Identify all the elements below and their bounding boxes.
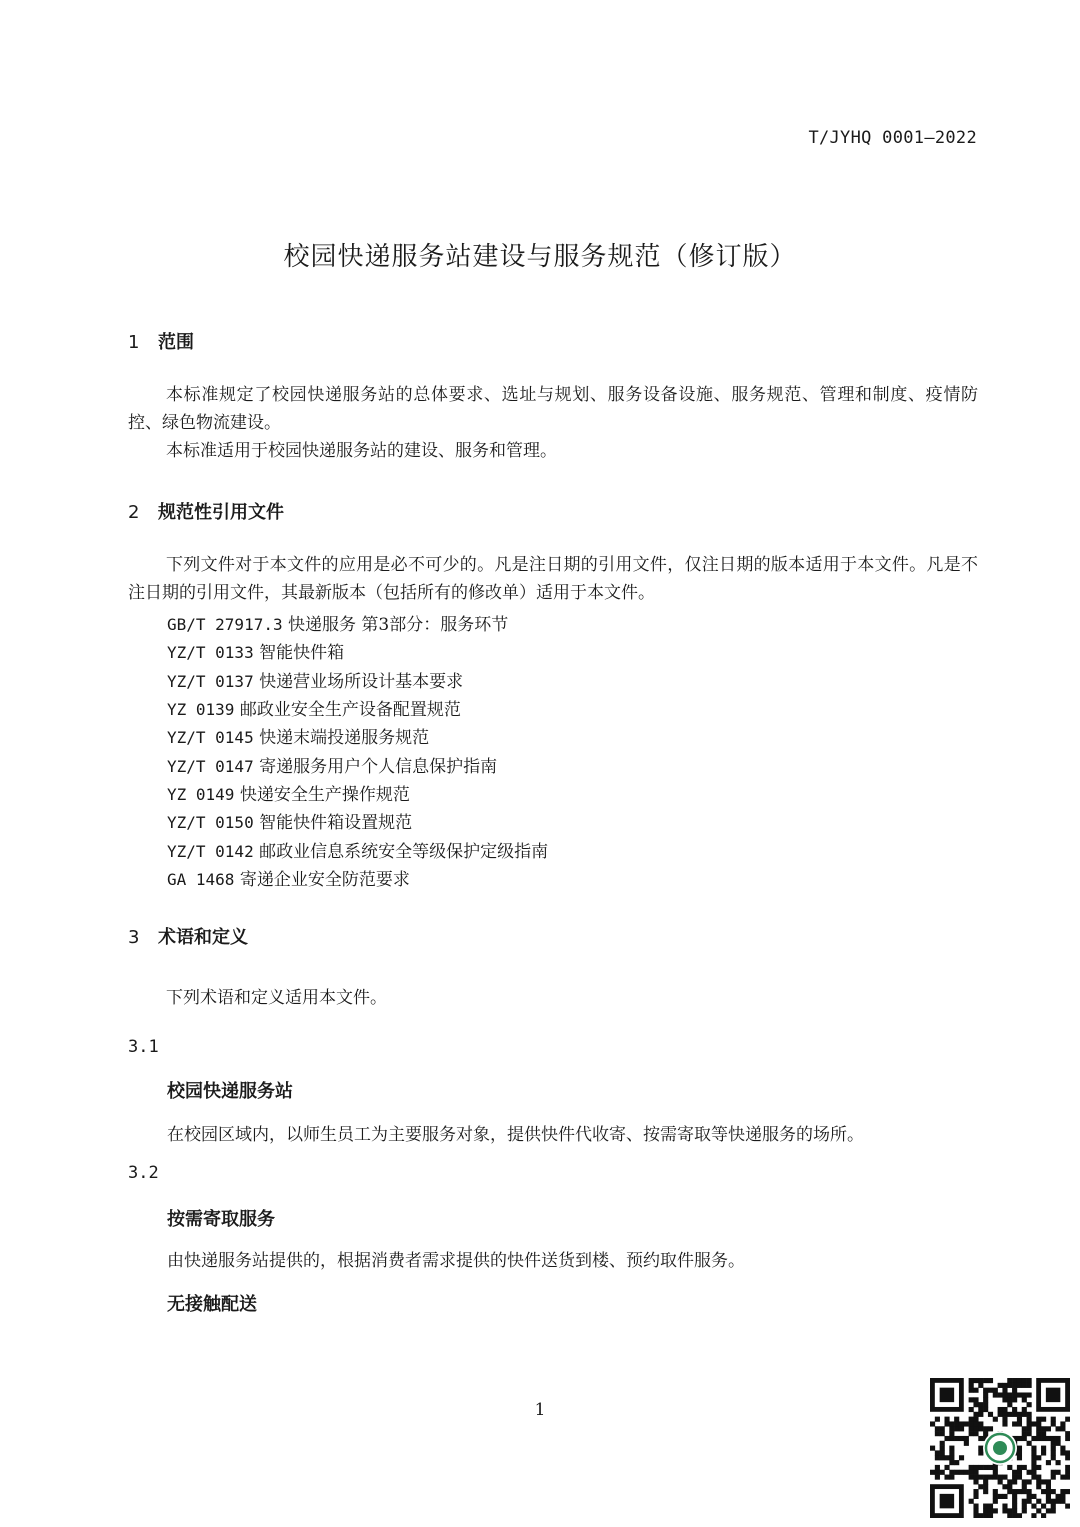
reference-name: 智能快件箱	[259, 643, 345, 663]
reference-item	[167, 752, 497, 777]
reference-name: 寄递服务用户个人信息保护指南	[259, 757, 498, 777]
qr-code-icon	[930, 1378, 1070, 1518]
reference-code: YZ/T 0145	[167, 728, 254, 747]
reference-item	[167, 667, 463, 692]
section-3-intro: 下列术语和定义适用本文件。	[166, 988, 387, 1008]
term-title: 无接触配送	[167, 1294, 257, 1315]
reference-name: 快递安全生产操作规范	[239, 785, 410, 805]
term-title: 按需寄取服务	[167, 1209, 275, 1230]
section-2-intro: 下列文件对于本文件的应用是必不可少的。凡是注日期的引用文件，仅注日期的版本适用于本文件。凡是不注日期的引用文件，其最新版本（包括所有的修改单）适用于本文件。	[128, 555, 978, 603]
reference-item	[167, 638, 344, 663]
reference-name: 快递末端投递服务规范	[259, 728, 430, 748]
reference-name: 快递营业场所设计基本要求	[259, 672, 464, 692]
reference-name: 寄递企业安全防范要求	[239, 870, 410, 890]
reference-name: 智能快件箱设置规范	[259, 813, 413, 833]
section-3-heading	[128, 923, 248, 949]
reference-item	[167, 837, 548, 862]
reference-code: YZ/T 0147	[167, 757, 254, 776]
term-definition: 由快递服务站提供的，根据消费者需求提供的快件送货到楼、预约取件服务。	[167, 1251, 745, 1271]
reference-code: GB/T 27917.3	[167, 615, 283, 634]
section-title: 规范性引用文件	[158, 502, 284, 523]
standard-code: T/JYHQ 0001—2022	[808, 128, 977, 148]
document-title: 校园快递服务站建设与服务规范（修订版）	[283, 242, 797, 272]
section-number: 2	[128, 502, 140, 523]
section-title: 术语和定义	[158, 927, 248, 948]
section-2-heading	[128, 498, 284, 524]
reference-code: YZ/T 0137	[167, 672, 254, 691]
section-1-paragraph-1: 本标准规定了校园快递服务站的总体要求、选址与规划、服务设备设施、服务规范、管理和制度、疫情防控、绿色物流建设。	[128, 385, 978, 433]
section-title: 范围	[158, 332, 194, 353]
reference-item	[167, 780, 410, 805]
reference-code: YZ 0139	[167, 700, 235, 719]
term-title: 校园快递服务站	[167, 1081, 293, 1102]
reference-name: 邮政业信息系统安全等级保护定级指南	[259, 842, 549, 862]
term-number: 3.2	[128, 1163, 159, 1183]
reference-code: YZ/T 0133	[167, 643, 254, 662]
section-number: 1	[128, 332, 140, 353]
section-number: 3	[128, 927, 140, 948]
reference-code: GA 1468	[167, 870, 235, 889]
section-1-heading	[128, 328, 194, 354]
reference-name: 快递服务 第3部分：服务环节	[288, 615, 509, 635]
reference-item	[167, 695, 461, 720]
reference-item	[167, 808, 412, 833]
reference-item	[167, 723, 429, 748]
reference-item	[167, 610, 508, 635]
reference-code: YZ/T 0150	[167, 813, 254, 832]
term-number: 3.1	[128, 1037, 159, 1057]
reference-code: YZ/T 0142	[167, 842, 254, 861]
section-1-paragraph-2: 本标准适用于校园快递服务站的建设、服务和管理。	[166, 441, 557, 461]
reference-item	[167, 865, 410, 890]
reference-code: YZ 0149	[167, 785, 235, 804]
qr-code-graphic	[930, 1378, 1070, 1518]
page-number: 1	[534, 1400, 546, 1420]
term-definition: 在校园区域内，以师生员工为主要服务对象，提供快件代收寄、按需寄取等快递服务的场所。	[167, 1125, 864, 1145]
reference-name: 邮政业安全生产设备配置规范	[239, 700, 461, 720]
